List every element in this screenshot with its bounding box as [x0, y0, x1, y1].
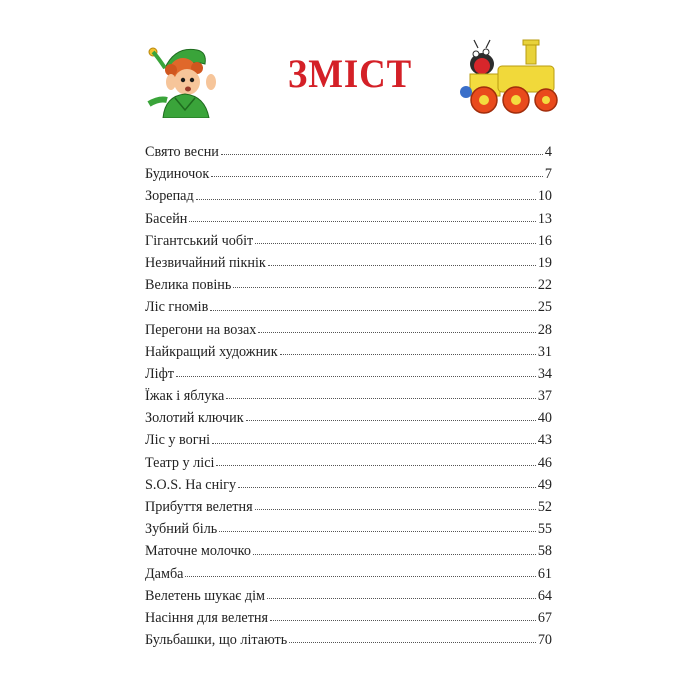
- toc-entry: [145, 208, 552, 230]
- toc-entry-title: Дамба: [145, 565, 184, 582]
- toc-entry-title: Велика повінь: [145, 277, 232, 294]
- toc-entry-page: 40: [537, 410, 552, 427]
- toc-entry: [145, 585, 552, 607]
- toc-entry-title: Ліфт: [145, 365, 174, 382]
- toc-entry: [145, 230, 552, 252]
- dot-leader: [226, 398, 536, 399]
- dot-leader: [216, 465, 535, 466]
- dot-leader: [255, 509, 536, 510]
- dot-leader: [185, 576, 535, 577]
- dot-leader: [255, 243, 536, 244]
- table-of-contents: [145, 141, 552, 651]
- dot-leader: [253, 554, 536, 555]
- toc-entry-page: 19: [537, 254, 552, 271]
- toc-entry-page: 31: [537, 343, 552, 360]
- dot-leader: [258, 332, 535, 333]
- toc-entry: [145, 296, 552, 318]
- toc-entry-title: Золотий ключик: [145, 410, 244, 427]
- dot-leader: [210, 310, 536, 311]
- toc-entry: [145, 629, 552, 651]
- toc-entry: [145, 540, 552, 562]
- toc-entry: [145, 363, 552, 385]
- toc-entry-page: 55: [537, 521, 552, 538]
- dot-leader: [176, 376, 536, 377]
- toc-entry: [145, 319, 552, 341]
- toc-entry: [145, 141, 552, 163]
- toc-entry-page: 52: [537, 499, 552, 515]
- dot-leader: [233, 287, 535, 288]
- toc-entry: [145, 607, 552, 629]
- toc-entry-page: 67: [537, 609, 552, 626]
- toc-entry-title: Ліс у вогні: [145, 432, 211, 449]
- toc-entry: [145, 252, 552, 274]
- toc-entry-page: 13: [537, 210, 552, 227]
- page-title: ЗМІСТ: [287, 51, 413, 96]
- dot-leader: [238, 487, 536, 488]
- toc-entry-title: Гігантський чобіт: [145, 232, 254, 249]
- toc-entry-page: 43: [537, 432, 552, 449]
- toc-entry-title: Незвичайний пікнік: [145, 254, 266, 271]
- toc-entry-title: Бульбашки, що літають: [145, 632, 288, 649]
- dot-leader: [211, 176, 543, 177]
- toc-entry: [145, 341, 552, 363]
- toc-entry-title: Свято весни: [145, 144, 219, 160]
- dot-leader: [219, 531, 536, 532]
- toc-entry-page: 46: [537, 454, 552, 471]
- dot-leader: [196, 199, 536, 200]
- toc-entry-page: 49: [537, 476, 552, 493]
- toc-entry: [145, 474, 552, 496]
- toc-entry-page: 25: [537, 299, 552, 316]
- toc-entry-page: 34: [537, 365, 552, 382]
- dot-leader: [268, 265, 536, 266]
- toc-entry-title: Зубний біль: [145, 521, 218, 538]
- toc-entry-page: 64: [537, 587, 552, 604]
- toc-entry-title: Маточне молочко: [145, 543, 251, 560]
- toc-entry: [145, 163, 552, 185]
- dot-leader: [280, 354, 536, 355]
- toc-entry-title: Найкращий художник: [145, 343, 278, 360]
- toc-entry-title: S.O.S. На снігу: [145, 476, 237, 493]
- toc-entry-title: Ліс гномів: [145, 299, 209, 316]
- toc-entry-page: 4: [544, 144, 552, 160]
- toc-entry: [145, 407, 552, 429]
- toc-entry-title: Їжак і яблука: [145, 388, 225, 405]
- toc-entry: [145, 452, 552, 474]
- toc-entry-page: 61: [537, 565, 552, 582]
- dot-leader: [267, 598, 536, 599]
- dot-leader: [189, 221, 535, 222]
- toc-entry-title: Театр у лісі: [145, 454, 215, 471]
- dot-leader: [212, 443, 536, 444]
- toc-entry: [145, 429, 552, 451]
- toc-entry: [145, 185, 552, 207]
- toc-entry-title: Басейн: [145, 210, 188, 227]
- dot-leader: [270, 620, 536, 621]
- toc-entry-title: Будиночок: [145, 166, 210, 183]
- toc-entry: [145, 274, 552, 296]
- dot-leader: [289, 642, 536, 643]
- toc-entry-page: 37: [537, 388, 552, 405]
- toc-entry-page: 16: [537, 232, 552, 249]
- toc-entry-title: Велетень шукає дім: [145, 587, 266, 604]
- toc-entry-title: Перегони на возах: [145, 321, 257, 338]
- toc-entry-page: 28: [537, 321, 552, 338]
- toc-entry-title: Прибуття велетня: [145, 499, 253, 515]
- toy-train-icon: [460, 38, 562, 116]
- toc-entry-page: 70: [537, 632, 552, 649]
- toc-entry: [145, 496, 552, 518]
- dot-leader: [246, 420, 536, 421]
- toc-entry-title: Зорепад: [145, 188, 194, 205]
- toc-entry: [145, 518, 552, 540]
- toc-entry-title: Насіння для велетня: [145, 609, 269, 626]
- toc-entry-page: 22: [537, 277, 552, 294]
- dot-leader: [221, 154, 543, 155]
- toc-entry-page: 10: [537, 188, 552, 205]
- toc-entry: [145, 563, 552, 585]
- toc-entry-page: 58: [537, 543, 552, 560]
- toc-entry-page: 7: [544, 166, 552, 183]
- toc-entry: [145, 385, 552, 407]
